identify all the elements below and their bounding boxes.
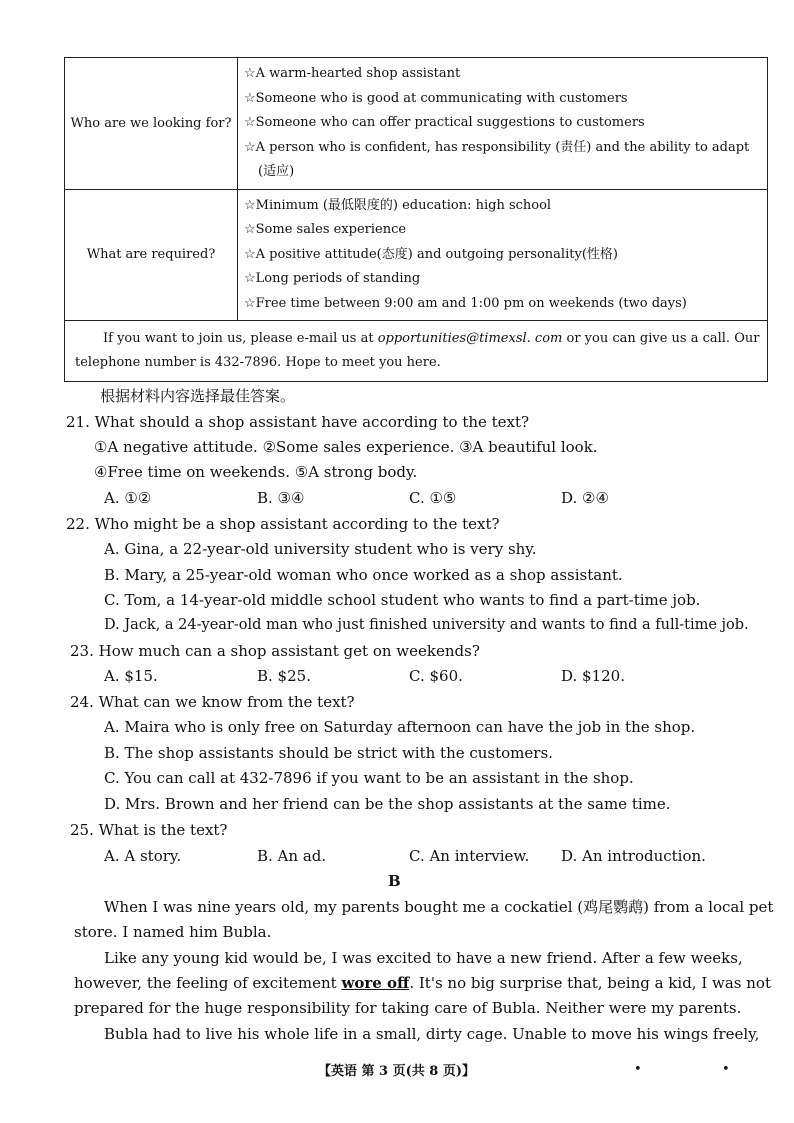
passage-line: When I was nine years old, my parents bought me a cockatiel (鸡尾鹦鹉) from a local pet <box>104 898 774 916</box>
list-item: ☆Someone who can offer practical suggestions to customers <box>244 115 645 130</box>
q21-option-c: C. ①⑤ <box>409 489 457 507</box>
q21-option-a: A. ①② <box>104 489 152 507</box>
row-label: Who are we looking for? <box>65 58 238 190</box>
footer-dot: • <box>634 1062 642 1077</box>
list-item: ☆Minimum (最低限度的) education: high school <box>244 197 552 213</box>
q25-option-b: B. An ad. <box>257 847 327 865</box>
q24-option-b: B. The shop assistants should be strict with the customers. <box>104 744 553 762</box>
passage-line: store. I named him Bubla. <box>74 923 272 941</box>
contact-line1-post: or you can give us a call. Our <box>562 331 760 346</box>
q24-option-c: C. You can call at 432-7896 if you want to be an assistant in the shop. <box>104 769 634 787</box>
email-address: opportunities@timexsl. com <box>377 331 563 346</box>
passage-line <box>74 973 771 993</box>
q25-option-c: C. An interview. <box>409 847 530 865</box>
q25-option-d: D. An introduction. <box>561 847 706 865</box>
q25-option-a: A. A story. <box>104 847 182 865</box>
q24-option-a: A. Maira who is only free on Saturday afternoon can have the job in the shop. <box>104 718 696 736</box>
list-item: ☆A warm-hearted shop assistant <box>244 66 461 81</box>
question-22: 22. Who might be a shop assistant according to the text? <box>66 515 500 533</box>
list-item: ☆Long periods of standing <box>244 271 421 286</box>
q21-option-b: B. ③④ <box>257 489 305 507</box>
page-footer: 【英语 第 3 页(共 8 页)】 <box>318 1064 476 1079</box>
list-item: ☆Some sales experience <box>244 222 407 237</box>
q22-option-b: B. Mary, a 25-year-old woman who once worked as a shop assistant. <box>104 566 623 584</box>
row-items <box>238 58 768 190</box>
list-item: ☆A person who is confident, has responsibility (责任) and the ability to adapt <box>244 139 750 155</box>
footer-dot: • <box>722 1062 730 1077</box>
question-25: 25. What is the text? <box>70 821 228 839</box>
q23-option-c: C. $60. <box>409 667 463 685</box>
q21-statements-2: ④Free time on weekends. ⑤A strong body. <box>94 463 418 481</box>
passage-line: prepared for the huge responsibility for taking care of Bubla. Neither were my parents. <box>74 999 742 1017</box>
job-info-table <box>64 57 768 382</box>
q23-option-a: A. $15. <box>104 667 158 685</box>
list-item: ☆Free time between 9:00 am and 1:00 pm on weekends (two days) <box>244 295 687 311</box>
contact-line1-pre: If you want to join us, please e-mail us at <box>103 331 378 346</box>
passage-text: however, the feeling of excitement <box>74 974 342 992</box>
table-row <box>65 189 768 321</box>
list-item: (适应) <box>258 164 295 179</box>
underlined-phrase: wore off <box>341 974 410 992</box>
question-21: 21. What should a shop assistant have according to the text? <box>66 413 530 431</box>
q22-option-d: D. Jack, a 24-year-old man who just finished university and wants to find a full-time job. <box>104 617 749 633</box>
q22-option-a: A. Gina, a 22-year-old university student who is very shy. <box>104 540 537 558</box>
contact-line2: telephone number is 432-7896. Hope to meet you here. <box>75 355 441 370</box>
table-row <box>65 58 768 190</box>
passage-line: Like any young kid would be, I was excited to have a new friend. After a few weeks, <box>104 949 743 967</box>
section-heading: B <box>388 872 401 890</box>
contact-info <box>65 321 768 382</box>
q23-option-d: D. $120. <box>561 667 625 685</box>
q21-statements-1: ①A negative attitude. ②Some sales experience. ③A beautiful look. <box>94 438 598 456</box>
question-24: 24. What can we know from the text? <box>70 693 355 711</box>
passage-text: . It's no big surprise that, being a kid, I was not <box>409 974 771 992</box>
row-items <box>238 189 768 321</box>
q23-option-b: B. $25. <box>257 667 311 685</box>
instruction: 根据材料内容选择最佳答案。 <box>100 387 296 405</box>
passage-line: Bubla had to live his whole life in a small, dirty cage. Unable to move his wings freely, <box>104 1025 760 1043</box>
list-item: ☆A positive attitude(态度) and outgoing personality(性格) <box>244 246 618 262</box>
q21-option-d: D. ②④ <box>561 489 609 507</box>
q22-option-c: C. Tom, a 14-year-old middle school student who wants to find a part-time job. <box>104 591 701 609</box>
q24-option-d: D. Mrs. Brown and her friend can be the shop assistants at the same time. <box>104 795 671 813</box>
question-23: 23. How much can a shop assistant get on weekends? <box>70 642 480 660</box>
table-row <box>65 321 768 382</box>
list-item: ☆Someone who is good at communicating with customers <box>244 90 628 106</box>
row-label: What are required? <box>65 189 238 321</box>
